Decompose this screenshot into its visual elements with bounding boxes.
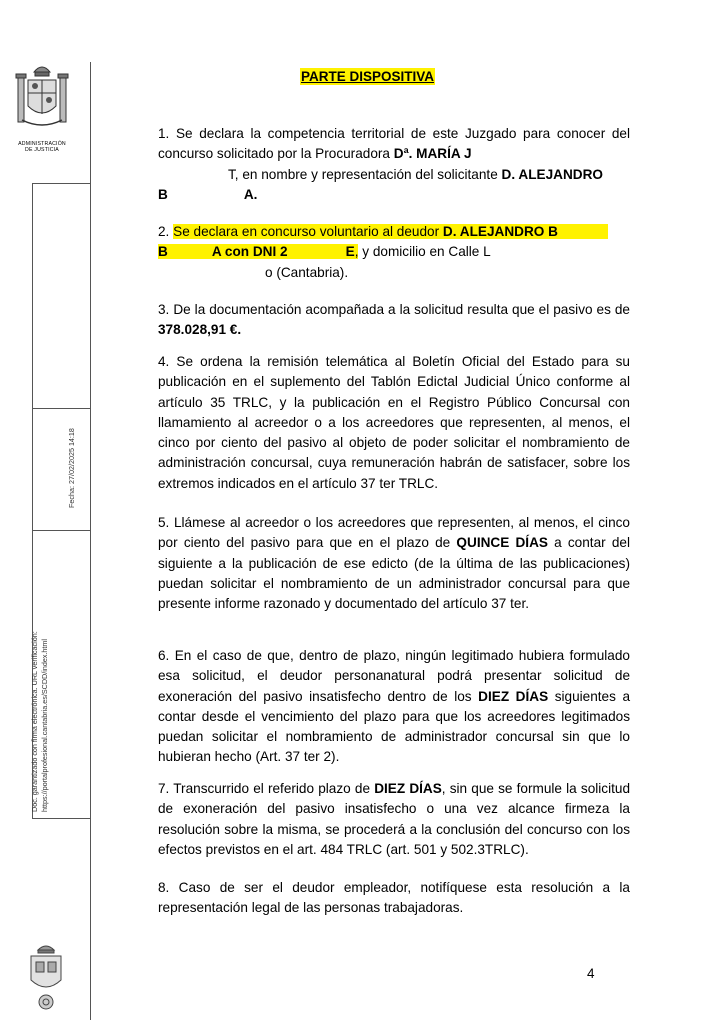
cantabria-crest-icon (26, 940, 66, 1010)
administration-label (10, 141, 74, 154)
admin-label-line1: ADMINISTRACIÓN (18, 141, 66, 147)
paragraph-7: 7. Transcurrido el referido plazo de DIEZ DÍAS, sin que se formule la solicitud de exoneración del pasivo insatisfecho o una vez alcance firmeza la resolución sobre la misma, se procederá a la conclusión del concurso con los efectos previstos en el art. 484 TRLC (art. 501 y 502.3TRLC). (158, 781, 631, 857)
paragraph-2: 2. Se declara en concurso voluntario al deudor D. ALEJANDRO B B A con DNI 2 E, y domicilio en Calle L o (Cantabria). (158, 222, 630, 283)
box-divider (32, 408, 90, 409)
signature-date: Fecha: 27/02/2025 14:18 (67, 428, 76, 508)
paragraph-1: 1. Se declara la competencia territorial de este Juzgado para conocer del concurso solicitado por la Procuradora Dª. MARÍA J T, en nombre y representación del solicitante D. ALEJANDRO B A. (158, 126, 630, 202)
margin-divider (90, 62, 91, 1020)
verification-line-2: https://portalprofesional.cantabria.es/SCDD/index.html (40, 639, 49, 812)
paragraph-6: 6. En el caso de que, dentro de plazo, ningún legitimado hubiera formulado esa solicitud, el deudor personanatural podrá presentar solicitud de exoneración del pasivo insatisfecho dentro de los DIEZ DÍAS siguientes a contar desde el vencimiento del plazo para que los acreedores legitimados puedan solicitar el nombramiento de administrador concursal sin que lo hubieran hecho (Art. 37 ter 2). (158, 648, 631, 765)
verification-line-1: Doc. garantizado con firma electrónica. URL verificación: (30, 631, 39, 812)
paragraph-5: 5. Llámese al acreedor o los acreedores que representen, al menos, el cinco por ciento del pasivo para que en el plazo de QUINCE DÍAS a contar del siguiente a la publicación de ese edicto (de la última de las publicaciones) puedan solicitar el nombramiento de un administrador concursal para que presente informe razonado y documentado del artículo 37 ter. (158, 515, 630, 612)
admin-label-line2: DE JUSTICIA (25, 147, 59, 154)
section-title: PARTE DISPOSITIVA (301, 69, 435, 84)
paragraph-8: 8. Caso de ser el deudor empleador, notifíquese esta resolución a la representación legal de las personas trabajadoras. (158, 880, 630, 916)
box-divider (32, 530, 90, 531)
paragraph-3: 3. De la documentación acompañada a la solicitud resulta que el pasivo es de 378.028,91 €. (158, 302, 630, 338)
page-number: 4 (587, 966, 595, 981)
coat-of-arms-icon (14, 58, 70, 138)
paragraph-4: 4. Se ordena la remisión telemática al Boletín Oficial del Estado para su publicación en el suplemento del Tablón Edictal Judicial Único conforme al artículo 35 TRLC, y la publicación en el Registro Público Concursal con llamamiento al acreedor o a los acreedores que representen, al menos, el cinco por ciento del pasivo al objeto de poder solicitar el nombramiento de administración concursal, cuya remuneración habrán de satisfacer, sobre los extremos indicados en el artículo 37 ter TRLC. (158, 354, 630, 491)
